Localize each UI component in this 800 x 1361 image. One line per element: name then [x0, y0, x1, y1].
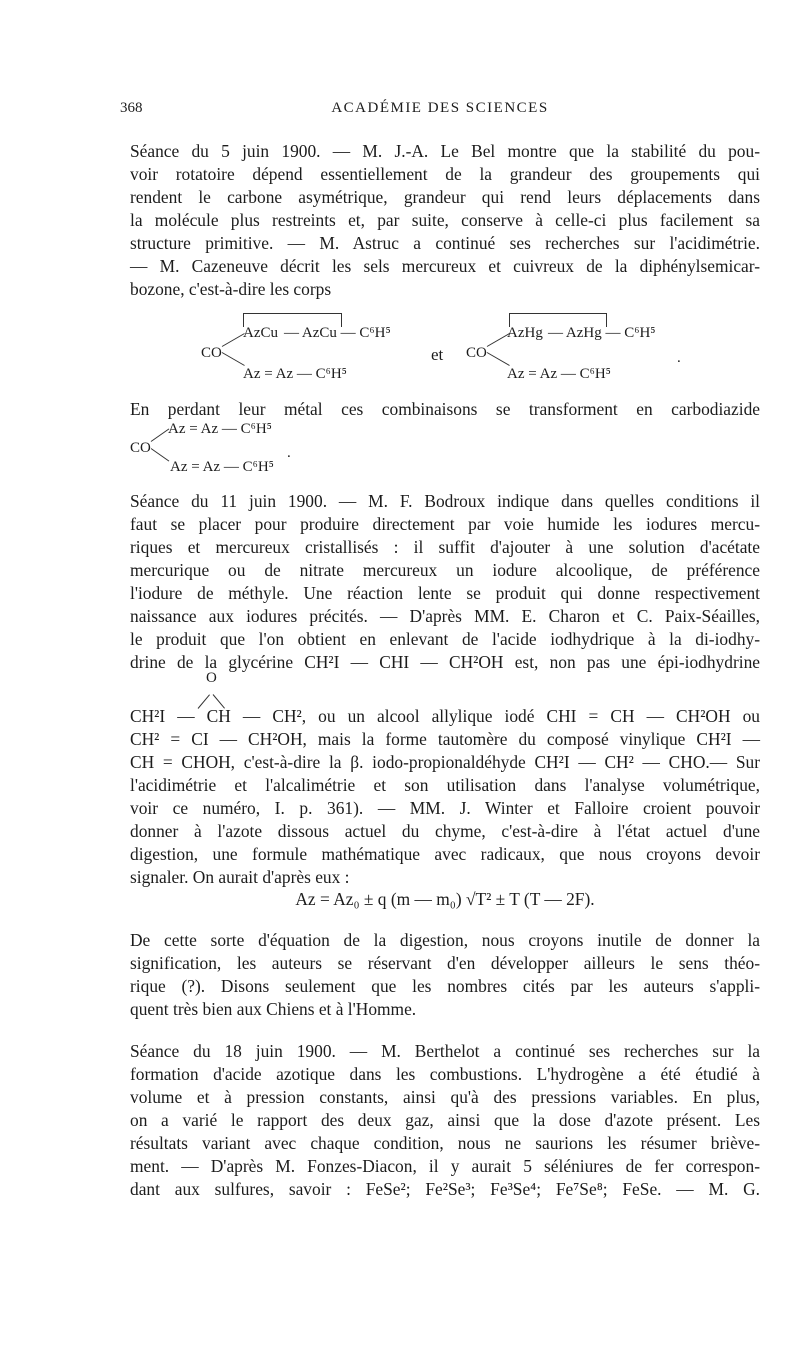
text-line: Séance du 18 juin 1900. — M. Berthelot a continué ses recherches sur la	[130, 1041, 760, 1061]
paragraph-seance-11-juin-cont	[130, 705, 760, 889]
text-line: structure primitive. — M. Astruc a continué ses recherches sur l'acidimétrie.	[130, 233, 760, 253]
page-number: 368	[120, 100, 143, 116]
paragraph-carbodiazide	[130, 398, 760, 421]
text-line: rique (?). Disons seulement que les nombres cités par les auteurs s'appli-	[130, 976, 760, 996]
formula-top-left: AzHg	[507, 325, 543, 341]
text-line: la molécule plus restreints et, par suite, conserve à celle-ci plus facilement sa	[130, 210, 760, 230]
equation-block	[130, 888, 760, 911]
text-line: signification, les auteurs se réservant d'en développer ailleurs le sens théo-	[130, 953, 760, 973]
paragraph-seance-18-juin	[130, 1040, 760, 1201]
text-line: résultats variant avec chaque condition, nous ne saurions les résumer briève-	[130, 1133, 760, 1153]
formula-et: et	[431, 345, 444, 364]
digestion-equation: Az = Az₀ ± q (m — m₀) √T² ± T (T — 2F).	[295, 889, 595, 909]
running-title: ACADÉMIE DES SCIENCES	[331, 100, 549, 116]
bond-line	[487, 352, 510, 366]
text-line: drine de la glycérine CH²I — CHI — CH²OH est, non pas une épi-iodhydrine	[130, 652, 760, 672]
text-line: donner à l'azote dissous actuel du chyme, c'est-à-dire à l'état actuel d'une	[130, 821, 760, 841]
text-line: l'acidimétrie et l'alcalimétrie et son utilisation dans l'analyse volumétrique,	[130, 775, 760, 795]
formula-top: Az = Az — C⁶H⁵	[168, 421, 272, 437]
text-line: digestion, une formule mathématique avec radicaux, que nous croyons devoir	[130, 844, 760, 864]
formula-top-mid: — AzCu — C⁶H⁵	[284, 325, 391, 341]
text-line: volume et à pression constants, ainsi qu'à des pressions variables. En plus,	[130, 1087, 760, 1107]
text-line: — M. Cazeneuve décrit les sels mercureux et cuivreux de la diphénylsemicar-	[130, 256, 760, 276]
text-line: dant aux sulfures, savoir : FeSe²; Fe²Se³; Fe³Se⁴; Fe⁷Se⁸; FeSe. — M. G.	[130, 1179, 760, 1199]
text-line: formation d'acide azotique dans les combustions. L'hydrogène a été étudié à	[130, 1064, 760, 1084]
epoxide-oxygen: O	[206, 670, 217, 686]
text-line: CH² = CI — CH²OH, mais la forme tautomère du composé vinylique CH²I —	[130, 729, 760, 749]
formula-bottom: Az = Az — C⁶H⁵	[507, 366, 611, 382]
formula-co: CO	[466, 345, 487, 361]
text-line: on a varié le rapport des deux gaz, ainsi que la dose d'azote présent. Les	[130, 1110, 760, 1130]
formula-top-left: AzCu	[243, 325, 278, 341]
formula-bottom: Az = Az — C⁶H⁵	[243, 366, 347, 382]
text-line: signaler. On aurait d'après eux :	[130, 867, 350, 887]
running-header	[120, 96, 760, 126]
text-line: De cette sorte d'équation de la digestion, nous croyons inutile de donner la	[130, 930, 760, 950]
formula-top-mid: — AzHg — C⁶H⁵	[548, 325, 656, 341]
text-line: le produit que l'on obtient en enlevant de l'acide iodhydrique à la di-iodhy-	[130, 629, 760, 649]
text-line: rendent le carbone asymétrique, grandeur qui rend leurs déplacements dans	[130, 187, 760, 207]
formula-end-dot: .	[677, 350, 681, 366]
formula-co: CO	[130, 440, 151, 456]
formula-bottom: Az = Az — C⁶H⁵	[170, 459, 274, 475]
text-line: faut se placer pour produire directement par voie humide les iodures mercu-	[130, 514, 760, 534]
paragraph-seance-11-juin	[130, 490, 760, 674]
text-line: riques et mercureux cristallisés : il suffit d'ajouter à une solution d'acétate	[130, 537, 760, 557]
text-line: En perdant leur métal ces combinaisons se transforment en carbodiazide	[130, 399, 760, 419]
text-line: Séance du 11 juin 1900. — M. F. Bodroux indique dans quelles conditions il	[130, 491, 760, 511]
text-line: l'iodure de méthyle. Une réaction lente se produit qui donne respectivement	[130, 583, 760, 603]
paragraph-seance-5-juin	[130, 140, 760, 301]
text-line: bozone, c'est-à-dire les corps	[130, 279, 332, 299]
bond-line	[151, 448, 170, 461]
text-line: voir rotatoire dépend essentiellement de la grandeur des groupements qui	[130, 164, 760, 184]
text-line: mercurique ou de nitrate mercureux un iodure alcoolique, de préférence	[130, 560, 760, 580]
formula-co: CO	[201, 345, 222, 361]
text-line: CH = CHOH, c'est-à-dire la β. iodo-propionaldéhyde CH²I — CH² — CHO.— Sur	[130, 752, 760, 772]
bond-line	[222, 352, 245, 366]
text-line: naissance aux iodures précités. — D'après MM. E. Charon et C. Paix-Séailles,	[130, 606, 760, 626]
text-line: CH²I — CH — CH², ou un alcool allylique iodé CHI = CH — CH²OH ou	[130, 706, 760, 726]
text-line: Séance du 5 juin 1900. — M. J.-A. Le Bel montre que la stabilité du pou-	[130, 141, 760, 161]
text-line: ment. — D'après M. Fonzes-Diacon, il y aurait 5 séléniures de fer correspon-	[130, 1156, 760, 1176]
formula-end-dot: .	[287, 445, 291, 461]
paragraph-equation-comment	[130, 929, 760, 1021]
bond-line	[151, 428, 170, 441]
text-line: voir ce numéro, I. p. 361). — MM. J. Winter et Falloire croient pouvoir	[130, 798, 760, 818]
bond-line	[222, 333, 245, 347]
text-line: quent très bien aux Chiens et à l'Homme.	[130, 999, 417, 1019]
